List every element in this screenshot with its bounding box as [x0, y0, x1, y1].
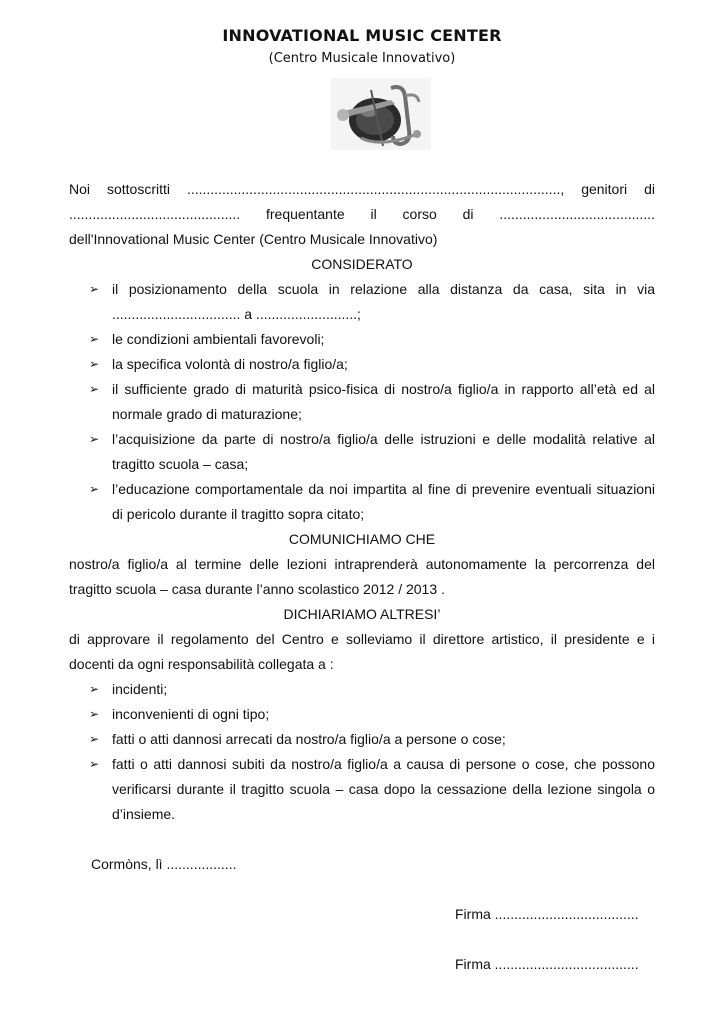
intro-word: corso [402, 206, 437, 222]
list-item [69, 702, 655, 727]
arrow-bullet-icon: ➢ [89, 357, 100, 371]
list-item [69, 752, 655, 827]
intro-word: di [644, 181, 655, 197]
intro-word: Noi [69, 181, 91, 197]
list-item [69, 377, 655, 427]
arrow-bullet-icon: ➢ [89, 332, 100, 346]
list-item [69, 727, 655, 752]
course-name-blank: ........................................ [499, 206, 655, 222]
list-item-text: fatti o atti dannosi arrecati da nostro/a figlio/a a persone o cose; [112, 731, 506, 747]
child-name-blank: ............................................ [69, 206, 241, 222]
list-item-text: l’acquisizione da parte di nostro/a figlio/a delle istruzioni e delle modalità relative al tragitto scuola – casa; [112, 431, 655, 472]
list-item-text: l’educazione comportamentale da noi impartita al fine di prevenire eventuali situazioni di pericolo durante il tragitto sopra citato; [112, 481, 655, 522]
list-item [69, 427, 655, 477]
place-date-line: Cormòns, lì .................. [91, 856, 237, 872]
considerato-list [69, 277, 655, 527]
signature-line-1: Firma ..................................... [455, 906, 639, 922]
document-title: INNOVATIONAL MUSIC CENTER [222, 26, 502, 45]
list-item [69, 677, 655, 702]
list-item [69, 477, 655, 527]
dichiariamo-list [69, 677, 655, 827]
list-item [69, 277, 655, 327]
comunichiamo-heading: COMUNICHIAMO CHE [288, 531, 436, 547]
list-item-text: fatti o atti dannosi subiti da nostro/a figlio/a a causa di persone o cose, che possono verificarsi durante il tragitto scuola – casa dopo la cessazione della lezione singola o d’insieme. [112, 756, 655, 822]
list-item [69, 327, 655, 352]
parents-name-blank: ................................................................................................, [186, 181, 565, 197]
list-item-text: inconvenienti di ogni tipo; [112, 706, 270, 722]
list-item-text: il sufficiente grado di maturità psico-fisica di nostro/a figlio/a in rapporto all’età ed al normale grado di maturazione; [112, 381, 655, 422]
intro-word: sottoscritti [106, 181, 170, 197]
dichiariamo-text: di approvare il regolamento del Centro e solleviamo il direttore artistico, il presidente e i docenti da ogni responsabilità collegata a : [69, 631, 655, 672]
intro-word: genitori [581, 181, 628, 197]
arrow-bullet-icon: ➢ [89, 682, 100, 696]
intro-word: frequentante [266, 206, 345, 222]
list-item [69, 352, 655, 377]
dichiariamo-heading: DICHIARIAMO ALTRESI’ [283, 606, 441, 622]
list-item-text: la specifica volontà di nostro/a figlio/a; [112, 356, 348, 372]
arrow-bullet-icon: ➢ [89, 432, 100, 446]
arrow-bullet-icon: ➢ [89, 707, 100, 721]
intro-word: il [370, 206, 377, 222]
signature-line-2: Firma ..................................... [455, 956, 639, 972]
intro-word: di [462, 206, 474, 222]
list-item-text: incidenti; [112, 681, 168, 697]
document-subtitle: (Centro Musicale Innovativo) [268, 51, 456, 66]
music-instruments-logo-icon [331, 78, 431, 150]
arrow-bullet-icon: ➢ [89, 382, 100, 396]
arrow-bullet-icon: ➢ [89, 732, 100, 746]
intro-line-3: dell'Innovational Music Center (Centro Musicale Innovativo) [69, 231, 438, 247]
intro-line-1 [69, 177, 655, 202]
comunichiamo-text: nostro/a figlio/a al termine delle lezioni intraprenderà autonomamente la percorrenza del tragitto scuola – casa durante l’anno scolastico 2012 / 2013 . [69, 556, 655, 597]
list-item-text: il posizionamento della scuola in relazione alla distanza da casa, sita in via ................................. a ..........................; [112, 281, 655, 322]
document-body [69, 177, 655, 977]
arrow-bullet-icon: ➢ [89, 482, 100, 496]
arrow-bullet-icon: ➢ [89, 757, 100, 771]
intro-line-2 [69, 202, 655, 227]
arrow-bullet-icon: ➢ [89, 282, 100, 296]
considerato-heading: CONSIDERATO [311, 256, 413, 272]
list-item-text: le condizioni ambientali favorevoli; [112, 331, 325, 347]
